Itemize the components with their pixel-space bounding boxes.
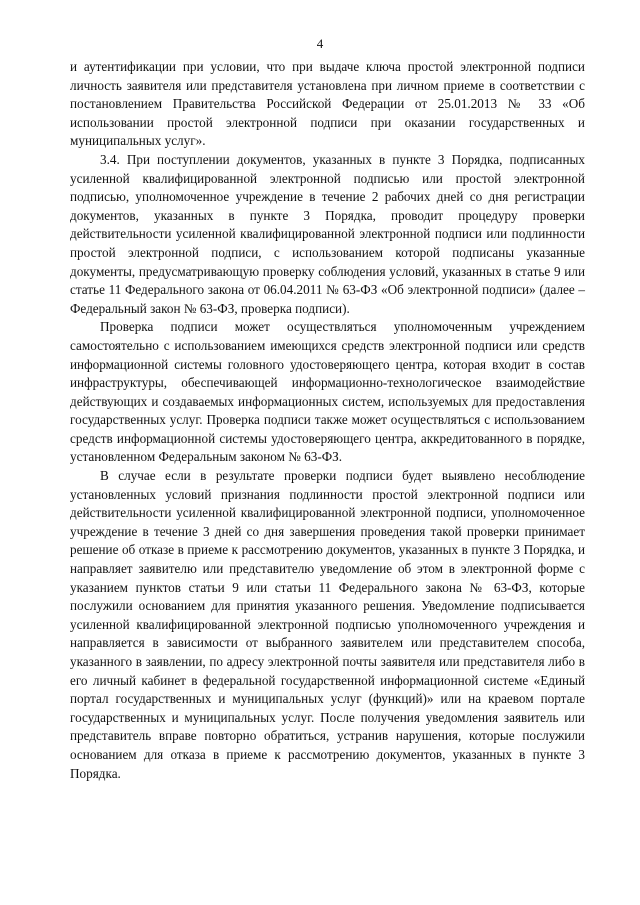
paragraph-refusal-notice: В случае если в результате проверки подписи будет выявлено несоблюдение установленных условий признания подлинности простой электронной подписи или действительности усиленной квалифицированной электронной подписи, уполномоченное учреждение в течение 3 дней со дня завершения проведения такой проверки принимает решение об отказе в приеме к рассмотрению документов, указанных в пункте 3 Порядка, и направляет заявителю или представителю уведомление об этом в электронной форме с указанием пунктов статьи 9 или статьи 11 Федерального закона № 63-ФЗ, которые послужили основанием для принятия указанного решения. Уведомление подписывается усиленной квалифицированной электронной подписью уполномоченного учреждения и направляется в зависимости от выбранного заявителем или представителем способа, указанного в заявлении, по адресу электронной почты заявителя или представителя либо в его личный кабинет в федеральной государственной информационной системе «Единый портал государственных и муниципальных услуг (функций)» или на краевом портале государственных и муниципальных услуг. После получения уведомления заявитель или представитель вправе повторно обратиться, устранив нарушения, которые послужили основанием для отказа в приеме к рассмотрению документов, указанных в пункте 3 Порядка. bbox=[70, 468, 585, 781]
paragraph-continuation: и аутентификации при условии, что при выдаче ключа простой электронной подписи личность заявителя или представителя установлена при личном приеме в соответствии с постановлением Правительства Российской Федерации от 25.01.2013 № 33 «Об использовании простой электронной подписи при оказании государственных и муниципальных услуг». bbox=[70, 59, 585, 149]
paragraph-signature-verification: Проверка подписи может осуществляться уполномоченным учреждением самостоятельно с использованием имеющихся средств электронной подписи или средств информационной системы головного удостоверяющего центра, которая входит в состав инфраструктуры, обеспечивающей информационно-технологическое взаимодействие действующих и создаваемых информационных систем, используемых для предоставления государственных услуг. Проверка подписи также может осуществляться с использованием средств информационной системы удостоверяющего центра, аккредитованного в порядке, установленном Федеральным законом № 63-ФЗ. bbox=[70, 319, 585, 465]
document-body bbox=[70, 58, 585, 783]
paragraph-section-3-4: 3.4. При поступлении документов, указанных в пункте 3 Порядка, подписанных усиленной квалифицированной электронной подписью или простой электронной подписью, уполномоченное учреждение в течение 2 рабочих дней со дня регистрации документов, указанных в пункте 3 Порядка, проводит процедуру проверки действительности усиленной квалифицированной электронной подписи или подлинности простой электронной подписи, с использованием которой подписаны указанные документы, предусматривающую проверку соблюдения условий, указанных в статье 9 или статье 11 Федерального закона от 06.04.2011 № 63-ФЗ «Об электронной подписи» (далее – Федеральный закон № 63-ФЗ, проверка подписи). bbox=[70, 151, 585, 316]
page-number: 4 bbox=[316, 36, 324, 51]
